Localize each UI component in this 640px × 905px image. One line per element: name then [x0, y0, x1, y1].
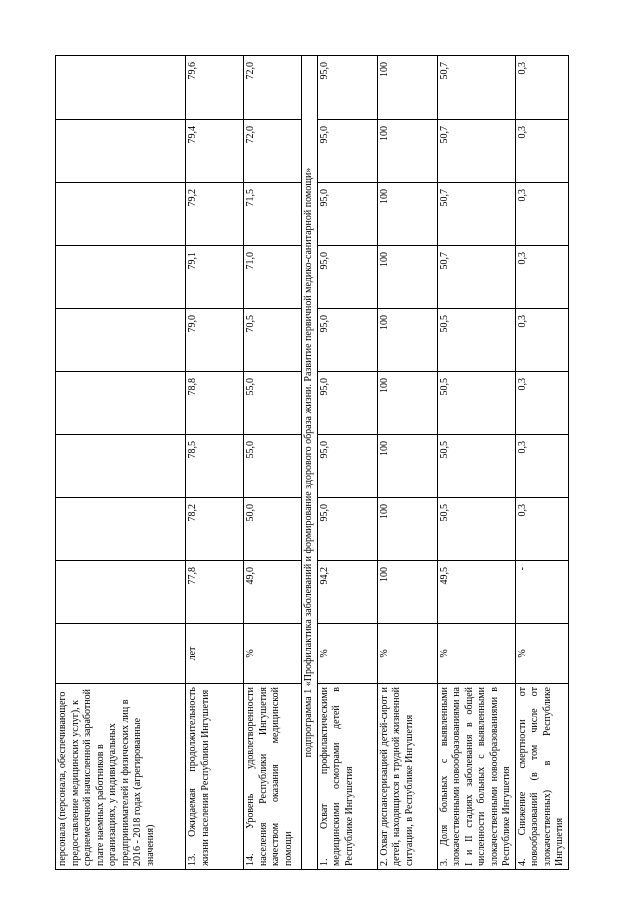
indicator-label: 13. Ожидаемая продолжительность жизни населения Республики Ингушетия [186, 684, 244, 870]
value-cell: 94,2 [317, 561, 377, 624]
subprogram-title: подпрограмма 1 «Профилактика заболеваний и формирование здорового образа жизни. Развитие первичной медико-санитарной помощи» [302, 56, 318, 870]
value-cell: 0,3 [515, 56, 568, 120]
value-cell: 95,0 [317, 309, 377, 372]
value-cell: 95,0 [317, 372, 377, 435]
value-cell: 79,1 [186, 246, 244, 309]
value-cell: 100 [377, 120, 437, 183]
value-cell [56, 120, 186, 183]
value-cell: 50,5 [437, 309, 515, 372]
table-row [515, 56, 568, 870]
value-cell: 55,0 [244, 435, 302, 498]
value-cell: 0,3 [515, 246, 568, 309]
section-row [302, 56, 318, 870]
table-row [437, 56, 515, 870]
indicator-label: 4. Снижение смертности от новообразований (в том числе от злокачественных) в Республике Ингушетия [515, 684, 568, 870]
value-cell: 50,7 [437, 246, 515, 309]
table-row [56, 56, 186, 870]
value-cell: 71,5 [244, 183, 302, 246]
rotated-page [55, 56, 565, 870]
value-cell: 95,0 [317, 435, 377, 498]
value-cell: 0,3 [515, 183, 568, 246]
value-cell: 100 [377, 435, 437, 498]
value-cell: 100 [377, 246, 437, 309]
value-cell: 79,6 [186, 56, 244, 120]
table-body [56, 56, 569, 870]
unit-cell [56, 624, 186, 684]
value-cell: 50,5 [437, 498, 515, 561]
table-row [244, 56, 302, 870]
value-cell: 100 [377, 56, 437, 120]
value-cell: 49,5 [437, 561, 515, 624]
indicator-label: 3. Доля больных с выявленными злокачественными новообразованиями на I и II стадиях заболевания в общей численности больных с выявленными злокачественными новообразованиями в Республике Ингушетия [437, 684, 515, 870]
value-cell: 50,7 [437, 183, 515, 246]
value-cell: 100 [377, 498, 437, 561]
value-cell [56, 309, 186, 372]
value-cell: 95,0 [317, 246, 377, 309]
value-cell [56, 183, 186, 246]
value-cell: 79,2 [186, 183, 244, 246]
indicator-label: 1. Охват профилактическими медицинскими осмотрами детей в Республике Ингушетия [317, 684, 377, 870]
value-cell [56, 435, 186, 498]
value-cell: 55,0 [244, 372, 302, 435]
value-cell: 50,7 [437, 120, 515, 183]
indicator-label: 14. Уровень удовлетворенности населения Республики Ингушетия качеством оказания медицинской помощи [244, 684, 302, 870]
value-cell: 50,7 [437, 56, 515, 120]
value-cell: 100 [377, 561, 437, 624]
value-cell: 77,8 [186, 561, 244, 624]
value-cell: 0,3 [515, 309, 568, 372]
indicators-table [55, 55, 569, 870]
value-cell: 78,8 [186, 372, 244, 435]
value-cell: 78,2 [186, 498, 244, 561]
value-cell: 50,5 [437, 435, 515, 498]
value-cell [56, 561, 186, 624]
value-cell [56, 56, 186, 120]
indicator-label: персонала (персонала, обеспечивающего предоставление медицинских услуг), к среднемесячной начисленной заработной плате наемных работников в организациях, у индивидуальных предпринимателей и физических лиц в 2016 - 2018 годах (агрегированные значения) [56, 684, 186, 870]
indicator-label: 2. Охват диспансеризацией детей-сирот и детей, находящихся в трудной жизненной ситуации, в Республике Ингушетия [377, 684, 437, 870]
unit-cell: % [515, 624, 568, 684]
value-cell: - [515, 561, 568, 624]
value-cell [56, 498, 186, 561]
value-cell: 95,0 [317, 120, 377, 183]
table-row [186, 56, 244, 870]
value-cell: 0,3 [515, 498, 568, 561]
value-cell: 95,0 [317, 498, 377, 561]
value-cell: 95,0 [317, 183, 377, 246]
unit-cell: лет [186, 624, 244, 684]
value-cell: 100 [377, 183, 437, 246]
value-cell: 79,0 [186, 309, 244, 372]
value-cell: 70,5 [244, 309, 302, 372]
value-cell: 50,0 [244, 498, 302, 561]
value-cell: 0,3 [515, 372, 568, 435]
unit-cell: % [317, 624, 377, 684]
value-cell: 78,5 [186, 435, 244, 498]
value-cell: 79,4 [186, 120, 244, 183]
value-cell: 0,3 [515, 120, 568, 183]
value-cell: 95,0 [317, 56, 377, 120]
value-cell: 49,0 [244, 561, 302, 624]
unit-cell: % [244, 624, 302, 684]
value-cell [56, 372, 186, 435]
value-cell [56, 246, 186, 309]
table-row [377, 56, 437, 870]
value-cell: 0,3 [515, 435, 568, 498]
value-cell: 50,5 [437, 372, 515, 435]
unit-cell: % [437, 624, 515, 684]
value-cell: 72,0 [244, 120, 302, 183]
unit-cell: % [377, 624, 437, 684]
table-row [317, 56, 377, 870]
value-cell: 100 [377, 372, 437, 435]
value-cell: 72,0 [244, 56, 302, 120]
value-cell: 71,0 [244, 246, 302, 309]
value-cell: 100 [377, 309, 437, 372]
